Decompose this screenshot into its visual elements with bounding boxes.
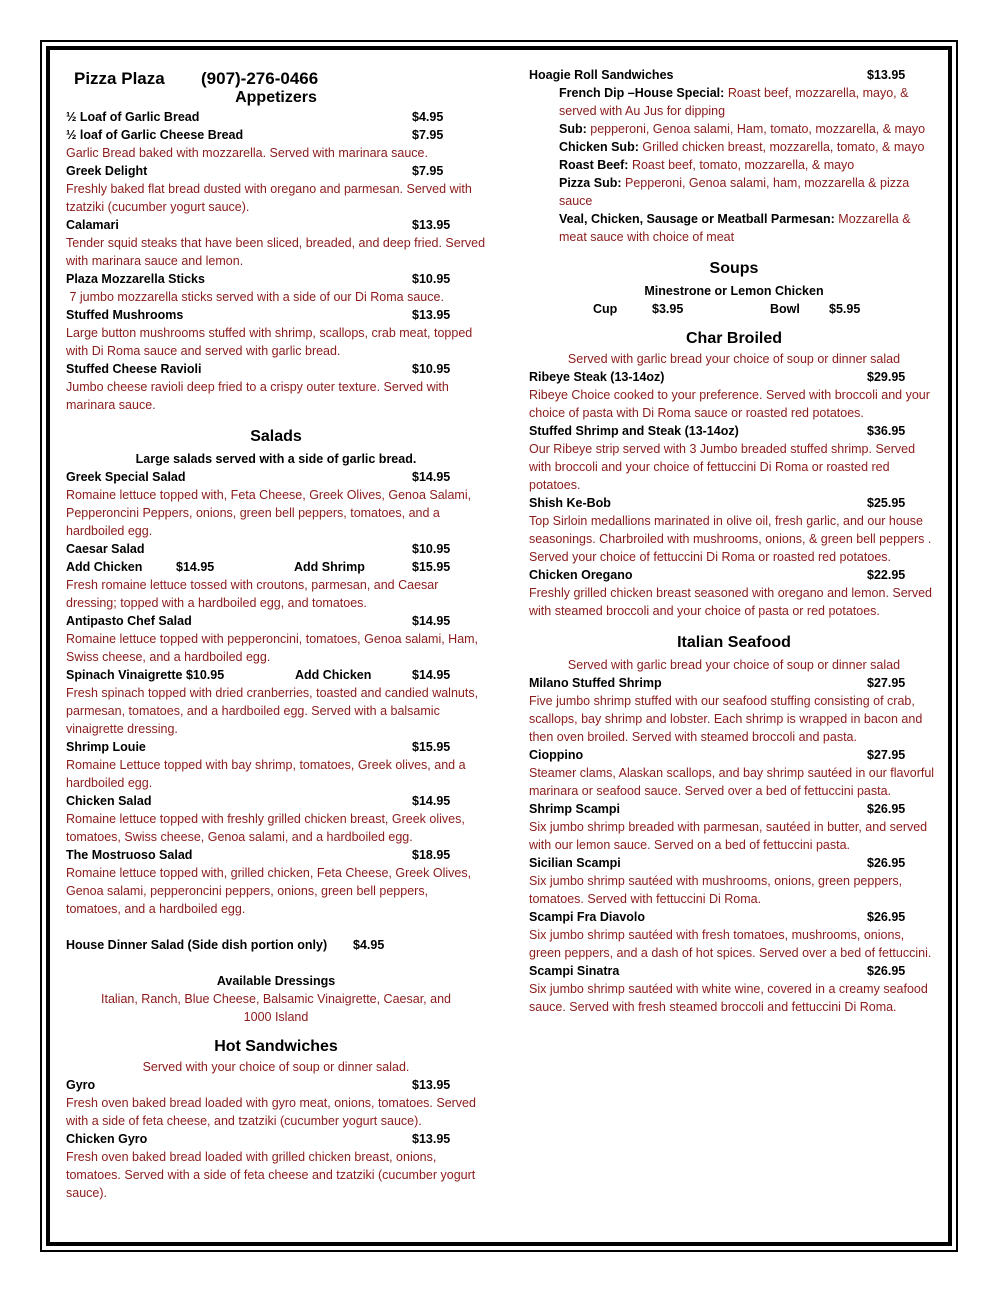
seafood-note: Served with garlic bread your choice of soup or dinner salad — [567, 658, 901, 672]
item-name: Stuffed Shrimp and Steak (13-14oz) — [529, 424, 739, 438]
hot-sandwiches-note: Served with your choice of soup or dinner salad. — [142, 1060, 410, 1074]
item-name: Stuffed Cheese Ravioli — [66, 362, 202, 376]
appetizer-item — [66, 126, 486, 162]
item-name: Chicken Sub — [559, 140, 635, 154]
item-desc: Romaine lettuce topped with, grilled chicken, Feta Cheese, Greek Olives, Genoa salami, pepperoncini peppers, onions, green bell peppers, tomatoes, and a hardboiled egg. — [66, 866, 472, 916]
item-price: $26.95 — [867, 802, 906, 816]
item-price: $10.95 — [412, 272, 451, 286]
item-price: $25.95 — [867, 496, 906, 510]
item-desc: Fresh oven baked bread loaded with grilled chicken breast, onions, tomatoes. Served with a side of feta cheese and tzatziki (cucumber yogurt sauce). — [66, 1150, 476, 1200]
appetizers-title: Appetizers — [235, 89, 317, 106]
item-price: $26.95 — [867, 964, 906, 978]
salad-item — [66, 792, 486, 846]
item-desc: Romaine lettuce topped with, Feta Cheese, Greek Olives, Genoa Salami, Pepperoncini Peppers, onions, green bell peppers, tomatoes, and a hardboiled egg. — [66, 488, 472, 538]
item-price: $13.95 — [412, 218, 451, 232]
item-desc: Romaine Lettuce topped with bay shrimp, tomatoes, Greek olives, and a hardboiled egg. — [66, 758, 466, 790]
item-desc: Six jumbo shrimp sautéed with mushrooms, onions, green peppers, tomatoes. Served with fettuccini Di Roma. — [529, 874, 903, 906]
hoagie-item: Sub: pepperoni, Genoa salami, Ham, tomato, mozzarella, & mayo — [559, 122, 926, 136]
salads-subtitle: Large salads served with a side of garlic bread. — [135, 452, 417, 466]
item-price: $4.95 — [353, 938, 385, 952]
item-desc: Five jumbo shrimp stuffed with our seafood stuffing consisting of crab, scallops, bay shrimp and lobster. Each shrimp is wrapped in bacon and then oven broiled. Served with steamed broccoli and pasta. — [529, 694, 923, 744]
appetizer-item — [66, 306, 486, 360]
seafood-item — [529, 800, 939, 854]
item-name: Milano Stuffed Shrimp — [529, 676, 662, 690]
item-price: $14.95 — [412, 470, 451, 484]
item-name: Sub — [559, 122, 583, 136]
item-desc: Ribeye Choice cooked to your preference. Served with broccoli and your choice of pasta with Di Roma sauce or roasted red potatoes. — [529, 388, 930, 420]
item-price: $18.95 — [412, 848, 451, 862]
item-name: Plaza Mozzarella Sticks — [66, 272, 205, 286]
cup-price: $3.95 — [652, 302, 684, 316]
char-item — [529, 422, 939, 494]
sandwich-item — [66, 1130, 486, 1202]
item-price: $27.95 — [867, 748, 906, 762]
hoagie-list — [529, 84, 939, 246]
item-name: The Mostruoso Salad — [66, 848, 193, 862]
add-chicken-price: $14.95 — [176, 560, 215, 574]
seafood-title: Italian Seafood — [677, 634, 791, 651]
item-desc: Freshly grilled chicken breast seasoned with oregano and lemon. Served with steamed broccoli and your choice of pasta or red potatoes. — [529, 586, 933, 618]
item-price: $26.95 — [867, 910, 906, 924]
item-price: $10.95 — [412, 542, 451, 556]
restaurant-name: Pizza Plaza — [74, 69, 165, 88]
left-column — [66, 66, 486, 1202]
item-desc: Tender squid steaks that have been sliced, breaded, and deep fried. Served with marinara sauce and lemon. — [66, 236, 486, 268]
dressings-title: Available Dressings — [216, 974, 336, 988]
item-price: $7.95 — [412, 128, 444, 142]
appetizer-item — [66, 162, 486, 216]
seafood-item — [529, 674, 939, 746]
item-price: $13.95 — [412, 308, 451, 322]
menu-header — [66, 66, 486, 92]
appetizer-item — [66, 216, 486, 270]
item-desc: Pepperoni, Genoa salami, ham, mozzarella & pizza sauce — [559, 176, 910, 208]
item-name: Roast Beef — [559, 158, 625, 172]
item-price: $10.95 — [412, 362, 451, 376]
add-shrimp-label: Add Shrimp — [294, 560, 365, 574]
char-item — [529, 368, 939, 422]
salad-item — [66, 468, 486, 540]
cup-label: Cup — [593, 302, 618, 316]
item-price: $13.95 — [412, 1132, 451, 1146]
soups-subtitle: Minestrone or Lemon Chicken — [644, 284, 824, 298]
hoagie-title: Hoagie Roll Sandwiches — [529, 68, 674, 82]
salad-item — [66, 846, 486, 918]
item-name: Shish Ke-Bob — [529, 496, 611, 510]
hoagie-price: $13.95 — [867, 68, 906, 82]
item-name: Greek Special Salad — [66, 470, 186, 484]
item-desc: Large button mushrooms stuffed with shrimp, scallops, crab meat, topped with Di Roma sauce and served with garlic bread. — [66, 326, 473, 358]
item-desc: Freshly baked flat bread dusted with oregano and parmesan. Served with tzatziki (cucumber yogurt sauce). — [66, 182, 472, 214]
hoagie-item: Veal, Chicken, Sausage or Meatball Parmesan: Mozzarella & meat sauce with choice of meat — [559, 212, 911, 244]
soups-title: Soups — [709, 260, 759, 277]
item-price: $4.95 — [412, 110, 444, 124]
salad-item — [66, 540, 486, 612]
item-name: Scampi Sinatra — [529, 964, 620, 978]
item-name: Veal, Chicken, Sausage or Meatball Parmesan — [559, 212, 831, 226]
char-broiled-title: Char Broiled — [685, 330, 782, 347]
hoagie-item: Chicken Sub: Grilled chicken breast, mozzarella, tomato, & mayo — [559, 140, 925, 154]
item-price: $26.95 — [867, 856, 906, 870]
item-desc: Six jumbo shrimp breaded with parmesan, sautéed in butter, and served with our lemon sauce. Served on a bed of fettuccini pasta. — [529, 820, 928, 852]
item-name: ½ Loaf of Garlic Bread — [66, 110, 200, 124]
item-price: $14.95 — [412, 794, 451, 808]
house-salad — [66, 936, 486, 954]
item-name: Pizza Sub: — [559, 176, 622, 190]
hot-sandwiches-title: Hot Sandwiches — [214, 1038, 338, 1055]
salads-title: Salads — [250, 428, 302, 445]
item-desc: pepperoni, Genoa salami, Ham, tomato, mozzarella, & mayo — [590, 122, 926, 136]
item-desc: Romaine lettuce topped with pepperoncini, tomatoes, Genoa salami, Ham, Swiss cheese, and a hardboiled egg. — [66, 632, 479, 664]
item-price: $22.95 — [867, 568, 906, 582]
item-desc: Mozzarella & meat sauce with choice of meat — [559, 212, 911, 244]
item-name: Spinach Vinaigrette $10.95 — [66, 668, 225, 682]
item-name: Ribeye Steak (13-14oz) — [529, 370, 665, 384]
item-desc: Six jumbo shrimp sautéed with fresh tomatoes, mushrooms, onions, green peppers, and a dash of hot spices. Served over a bed of fettuccini. — [529, 928, 932, 960]
item-name: French Dip –House Special — [559, 86, 721, 100]
bowl-price: $5.95 — [829, 302, 861, 316]
char-item — [529, 566, 939, 620]
salad-item — [66, 666, 486, 738]
item-name: Chicken Oregano — [529, 568, 633, 582]
item-name: Chicken Salad — [66, 794, 152, 808]
add-chicken-price: $14.95 — [412, 668, 451, 682]
item-price: $13.95 — [412, 1078, 451, 1092]
item-name: Caesar Salad — [66, 542, 145, 556]
hoagie-item — [559, 174, 939, 210]
item-name: Sicilian Scampi — [529, 856, 621, 870]
item-name: Antipasto Chef Salad — [66, 614, 192, 628]
item-name: Chicken Gyro — [66, 1132, 148, 1146]
item-name: Scampi Fra Diavolo — [529, 910, 646, 924]
item-name: Stuffed Mushrooms — [66, 308, 184, 322]
item-name: House Dinner Salad (Side dish portion only) — [66, 938, 328, 952]
item-desc: Top Sirloin medallions marinated in olive oil, fresh garlic, and our house seasonings. Charbroiled with mushrooms, onions, & green bell peppers . Served your choice of fettuccini Di Roma or roasted red potatoes. — [529, 514, 932, 564]
item-name: ½ loaf of Garlic Cheese Bread — [66, 128, 244, 142]
soup-sizes — [529, 300, 939, 318]
hoagie-item: Roast Beef: Roast beef, tomato, mozzarella, & mayo — [559, 158, 855, 172]
add-chicken-label: Add Chicken — [66, 560, 143, 574]
item-desc: Romaine lettuce topped with freshly grilled chicken breast, Greek olives, tomatoes, Swiss cheese, Genoa salami, and a hardboiled egg. — [66, 812, 465, 844]
item-desc: Garlic Bread baked with mozzarella. Served with marinara sauce. — [66, 146, 428, 160]
item-name: Gyro — [66, 1078, 96, 1092]
item-price: $29.95 — [867, 370, 906, 384]
seafood-item — [529, 854, 939, 908]
char-item — [529, 494, 939, 566]
add-shrimp-price: $15.95 — [412, 560, 451, 574]
item-price: $36.95 — [867, 424, 906, 438]
item-desc: Roast beef, tomato, mozzarella, & mayo — [631, 158, 855, 172]
item-desc: Grilled chicken breast, mozzarella, tomato, & mayo — [642, 140, 925, 154]
item-price: $14.95 — [412, 614, 451, 628]
item-desc: Fresh oven baked bread loaded with gyro meat, onions, tomatoes. Served with a side of feta cheese, and tzatziki (cucumber yogurt sauce). — [66, 1096, 476, 1128]
item-name: Shrimp Louie — [66, 740, 146, 754]
item-name: Greek Delight — [66, 164, 148, 178]
item-desc: Jumbo cheese ravioli deep fried to a crispy outer texture. Served with marinara sauce. — [66, 380, 449, 412]
add-chicken-label: Add Chicken — [295, 668, 372, 682]
item-name: Cioppino — [529, 748, 584, 762]
seafood-item — [529, 962, 939, 1016]
right-column — [529, 66, 939, 1016]
item-desc: 7 jumbo mozzarella sticks served with a side of our Di Roma sauce. — [66, 290, 444, 304]
item-desc: Steamer clams, Alaskan scallops, and bay shrimp sautéed in our flavorful marinara or seafood sauce. Served over a bed of fettuccini pasta. — [529, 766, 935, 798]
appetizer-item — [66, 270, 486, 306]
hoagie-item: French Dip –House Special: Roast beef, mozzarella, mayo, & served with Au Jus for dipping — [559, 86, 909, 118]
item-price: $27.95 — [867, 676, 906, 690]
item-desc: Roast beef, mozzarella, mayo, & served with Au Jus for dipping — [559, 86, 909, 118]
item-desc: Our Ribeye strip served with 3 Jumbo breaded stuffed shrimp. Served with broccoli and your choice of fettuccini Di Roma or roasted red potatoes. — [529, 442, 916, 492]
item-desc: Fresh spinach topped with dried cranberries, toasted and candied walnuts, parmesan, tomatoes, and a hardboiled egg. Served with a balsamic vinaigrette dressing. — [66, 686, 479, 736]
seafood-item — [529, 746, 939, 800]
item-desc: Six jumbo shrimp sautéed with white wine, covered in a creamy seafood sauce. Served with fresh steamed broccoli and fettuccini Di Roma. — [529, 982, 928, 1014]
restaurant-phone: (907)-276-0466 — [201, 69, 319, 88]
item-name: Shrimp Scampi — [529, 802, 620, 816]
sandwich-item — [66, 1076, 486, 1130]
appetizer-item — [66, 360, 486, 414]
salad-item — [66, 612, 486, 666]
char-broiled-note: Served with garlic bread your choice of soup or dinner salad — [567, 352, 901, 366]
dressings-list: Italian, Ranch, Blue Cheese, Balsamic Vinaigrette, Caesar, and 1000 Island — [101, 992, 451, 1024]
item-price: $15.95 — [412, 740, 451, 754]
item-price: $7.95 — [412, 164, 444, 178]
item-desc: Fresh romaine lettuce tossed with croutons, parmesan, and Caesar dressing; topped with a hardboiled egg, and tomatoes. — [66, 578, 439, 610]
salad-item — [66, 738, 486, 792]
appetizer-item — [66, 108, 486, 126]
seafood-item — [529, 908, 939, 962]
item-name: Calamari — [66, 218, 119, 232]
bowl-label: Bowl — [770, 302, 800, 316]
